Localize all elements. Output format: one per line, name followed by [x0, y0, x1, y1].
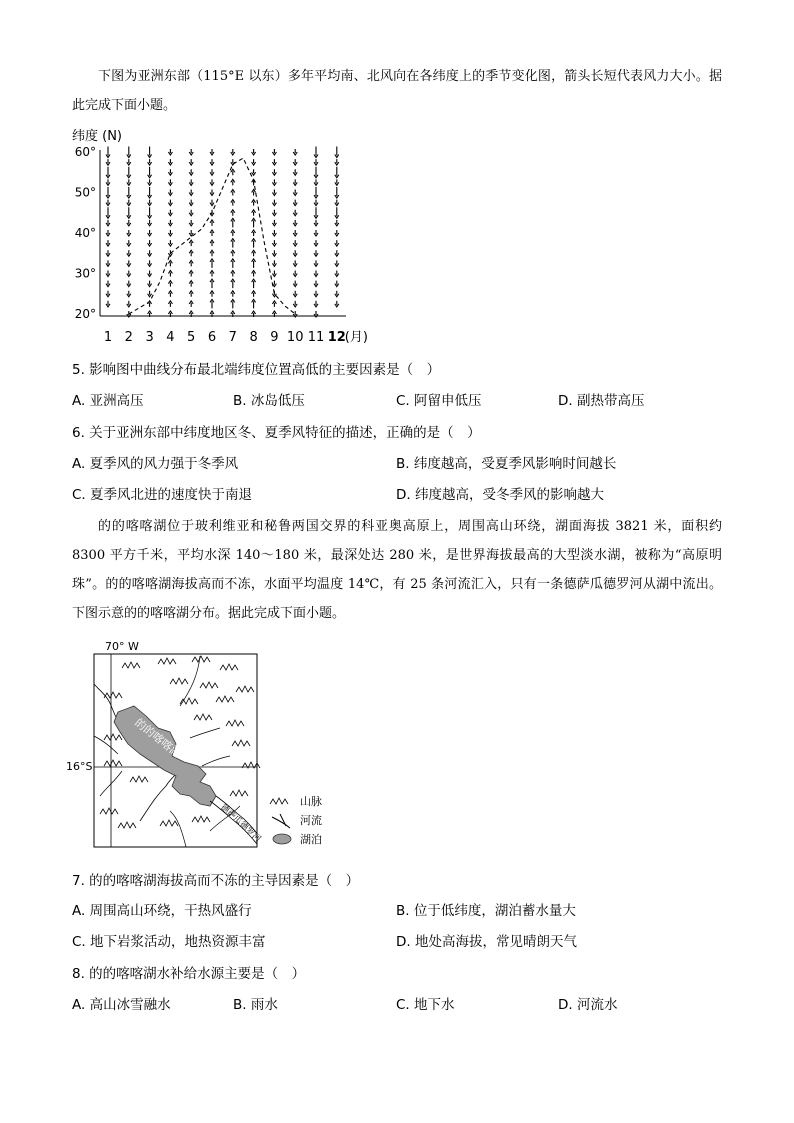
- lake-titicaca: [114, 706, 216, 806]
- north-wind-arrow: [127, 240, 131, 246]
- north-wind-arrow: [210, 190, 214, 196]
- north-wind-arrow: [335, 240, 339, 246]
- north-wind-arrow: [314, 271, 318, 277]
- mountain-icon: [230, 790, 248, 796]
- north-wind-arrow: [168, 240, 172, 246]
- month-tick-label: 8: [249, 330, 258, 345]
- month-tick-label: 3: [145, 330, 154, 345]
- north-wind-arrow: [127, 230, 131, 236]
- south-wind-arrow: [252, 279, 256, 288]
- mountain-icon: [170, 678, 188, 684]
- legend-river-icon: [272, 814, 290, 828]
- north-wind-arrow: [189, 210, 193, 216]
- north-wind-arrow: [293, 281, 297, 287]
- north-wind-arrow: [106, 167, 110, 178]
- month-tick-label: 11: [307, 330, 325, 345]
- q6-option-b[interactable]: B. 纬度越高，受夏季风影响时间越长: [396, 456, 617, 472]
- north-wind-arrow: [106, 281, 110, 287]
- month-tick-label: 4: [166, 330, 175, 345]
- south-wind-arrow: [252, 230, 256, 236]
- north-wind-arrow: [168, 190, 172, 196]
- north-wind-arrow: [335, 167, 339, 178]
- north-wind-arrow: [293, 169, 297, 175]
- south-wind-arrow: [231, 169, 235, 175]
- north-wind-arrow: [106, 230, 110, 236]
- north-wind-arrow: [314, 159, 318, 165]
- mountain-icon: [160, 820, 178, 826]
- month-tick-label: 10: [286, 330, 304, 345]
- north-wind-arrow: [293, 220, 297, 226]
- north-wind-arrow: [168, 149, 172, 155]
- q7-option-d[interactable]: D. 地处高海拔，常见晴朗天气: [396, 934, 577, 950]
- north-wind-arrow: [335, 271, 339, 277]
- north-wind-arrow: [272, 200, 276, 206]
- question-5: 5. 影响图中曲线分布最北端纬度位置高低的主要因素是（ ）: [72, 362, 441, 378]
- north-wind-arrow: [252, 149, 256, 155]
- north-wind-arrow: [127, 167, 131, 178]
- lat-tick-label: 20°: [74, 307, 96, 321]
- month-tick-label: 7: [228, 330, 237, 345]
- q5-option-a[interactable]: A. 亚洲高压: [72, 393, 144, 409]
- south-wind-arrow: [231, 190, 235, 196]
- mountain-icon: [226, 720, 244, 726]
- south-wind-arrow: [168, 271, 172, 277]
- lake-map: [60, 636, 370, 851]
- map-lat-label: 16°S: [66, 760, 93, 773]
- question-6: 6. 关于亚洲东部中纬度地区冬、夏季风特征的描述，正确的是（ ）: [72, 425, 481, 441]
- south-wind-arrow: [252, 291, 256, 297]
- month-tick-label: 2: [124, 330, 133, 345]
- north-wind-arrow: [106, 207, 110, 218]
- lat-tick-label: 30°: [74, 266, 96, 281]
- north-wind-arrow: [335, 291, 339, 297]
- north-wind-arrow: [314, 200, 318, 206]
- south-wind-arrow: [189, 260, 193, 266]
- mountain-icon: [270, 798, 288, 804]
- north-wind-arrow: [189, 190, 193, 196]
- south-wind-arrow: [168, 281, 172, 287]
- north-wind-arrow: [148, 260, 152, 266]
- map-lon-label: 70° W: [105, 640, 139, 653]
- south-wind-arrow: [252, 299, 256, 308]
- south-wind-arrow: [231, 291, 235, 297]
- river-label: 德萨瓜德罗河: [217, 802, 263, 845]
- mountain-icon: [200, 682, 218, 688]
- north-wind-arrow: [127, 147, 131, 158]
- north-wind-arrow: [231, 149, 235, 155]
- north-wind-arrow: [335, 260, 339, 266]
- north-wind-arrow: [127, 281, 131, 287]
- north-wind-arrow: [272, 240, 276, 246]
- month-tick-label: 6: [207, 330, 217, 345]
- south-wind-arrow: [231, 210, 235, 216]
- south-wind-arrow: [210, 271, 214, 277]
- north-wind-arrow: [293, 271, 297, 277]
- north-wind-arrow: [106, 200, 110, 206]
- south-wind-arrow: [168, 260, 172, 266]
- south-wind-arrow: [168, 301, 172, 307]
- south-wind-arrow: [231, 250, 235, 256]
- north-wind-arrow: [168, 179, 172, 185]
- q8-option-b[interactable]: B. 雨水: [233, 997, 278, 1013]
- north-wind-arrow: [335, 230, 339, 236]
- south-wind-arrow: [189, 240, 193, 246]
- south-wind-arrow: [252, 271, 256, 277]
- north-wind-arrow: [106, 187, 110, 198]
- south-wind-arrow: [272, 301, 276, 307]
- north-wind-arrow: [168, 230, 172, 236]
- north-wind-arrow: [127, 187, 131, 198]
- q7-option-b[interactable]: B. 位于低纬度，湖泊蓄水量大: [396, 903, 576, 919]
- north-wind-arrow: [314, 230, 318, 236]
- north-wind-arrow: [106, 291, 110, 297]
- north-wind-arrow: [148, 291, 152, 297]
- north-wind-arrow: [314, 207, 318, 218]
- north-wind-arrow: [148, 207, 152, 218]
- north-wind-arrow: [148, 271, 152, 277]
- north-wind-arrow: [189, 200, 193, 206]
- south-wind-arrow: [252, 190, 256, 196]
- north-wind-arrow: [293, 291, 297, 297]
- q5-option-b[interactable]: B. 冰岛低压: [233, 393, 305, 409]
- month-unit-label: (月): [344, 330, 368, 345]
- south-wind-arrow: [231, 239, 235, 248]
- north-wind-arrow: [335, 250, 339, 256]
- north-wind-arrow: [189, 149, 193, 155]
- south-wind-arrow: [210, 220, 214, 226]
- q8-option-a[interactable]: A. 高山冰雪融水: [72, 997, 171, 1013]
- north-wind-arrow: [148, 250, 152, 256]
- north-wind-arrow: [210, 179, 214, 185]
- north-wind-arrow: [127, 200, 131, 206]
- month-tick-label: 1: [103, 330, 113, 345]
- north-wind-arrow: [106, 250, 110, 256]
- north-wind-arrow: [272, 169, 276, 175]
- month-tick-label: 5: [187, 330, 196, 345]
- north-wind-arrow: [293, 250, 297, 256]
- mountain-icon: [104, 692, 122, 698]
- south-wind-arrow: [210, 279, 214, 288]
- north-wind-arrow: [252, 169, 256, 175]
- north-wind-arrow: [335, 187, 339, 198]
- mountain-icon: [194, 714, 212, 720]
- north-wind-arrow: [314, 250, 318, 256]
- q6-option-c[interactable]: C. 夏季风北进的速度快于南退: [72, 487, 253, 503]
- north-wind-arrow: [210, 159, 214, 165]
- south-wind-arrow: [231, 299, 235, 308]
- q8-option-d[interactable]: D. 河流水: [558, 997, 618, 1013]
- south-wind-arrow: [252, 259, 256, 268]
- north-wind-arrow: [168, 200, 172, 206]
- north-wind-arrow: [127, 159, 131, 165]
- north-wind-arrow: [231, 159, 235, 165]
- north-wind-arrow: [314, 281, 318, 287]
- south-wind-arrow: [252, 250, 256, 256]
- q7-option-a[interactable]: A. 周围高山环绕，干热风盛行: [72, 903, 252, 919]
- south-wind-arrow: [210, 299, 214, 308]
- north-wind-arrow: [335, 301, 339, 307]
- north-wind-arrow: [148, 281, 152, 287]
- legend-lake-icon: [273, 834, 291, 844]
- south-wind-arrow: [189, 301, 193, 307]
- north-wind-arrow: [335, 200, 339, 206]
- north-wind-arrow: [314, 301, 318, 307]
- south-wind-arrow: [210, 240, 214, 246]
- mountain-symbols: [100, 656, 260, 828]
- north-wind-arrow: [148, 187, 152, 198]
- north-wind-arrow: [314, 220, 318, 226]
- north-wind-arrow: [127, 207, 131, 218]
- north-wind-arrow: [335, 147, 339, 158]
- north-wind-arrow: [293, 230, 297, 236]
- south-wind-arrow: [210, 250, 214, 256]
- south-wind-arrow: [189, 291, 193, 297]
- north-wind-arrow: [148, 200, 152, 206]
- month-tick-label: 12: [327, 330, 346, 345]
- south-wind-arrow: [231, 179, 235, 185]
- north-wind-arrow: [106, 159, 110, 165]
- north-wind-arrow: [168, 210, 172, 216]
- north-wind-arrow: [148, 240, 152, 246]
- legend-river-label: 河流: [300, 814, 322, 827]
- mountain-icon: [158, 658, 176, 664]
- lat-tick-label: 40°: [74, 226, 96, 240]
- south-wind-arrow: [231, 200, 235, 206]
- north-wind-arrow: [189, 179, 193, 185]
- north-wind-arrow: [189, 159, 193, 165]
- legend-lake-label: 湖泊: [300, 833, 322, 846]
- mountain-icon: [216, 696, 234, 702]
- north-wind-arrow: [148, 167, 152, 178]
- intro-paragraph-2: 的的喀喀湖位于玻利维亚和秘鲁两国交界的科亚奥高原上，周围高山环绕，湖面海拔 3821 米，面积约 8300 平方千米，平均水深 140～180 米，最深处达 280 米，是世界海拔最高的大型淡水湖，被称为“高原明珠”。的的喀喀湖海拔高而不冻，水面平均温度 14℃，有 25 条河流汇入，只有一条德萨瓜德罗河从湖中流出。下图示意的的喀喀湖分布。据此完成下面小题。: [72, 519, 722, 621]
- north-wind-arrow: [106, 271, 110, 277]
- south-wind-arrow: [210, 259, 214, 268]
- north-wind-arrow: [314, 260, 318, 266]
- mountain-icon: [118, 822, 136, 828]
- north-wind-arrow: [106, 260, 110, 266]
- north-wind-arrow: [293, 301, 297, 307]
- north-wind-arrow: [272, 179, 276, 185]
- south-wind-arrow: [210, 230, 214, 236]
- north-wind-arrow: [314, 291, 318, 297]
- lake-label: 的的喀喀湖: [132, 716, 184, 761]
- north-wind-arrow: [210, 149, 214, 155]
- north-wind-arrow: [127, 260, 131, 266]
- south-wind-arrow: [231, 259, 235, 268]
- north-wind-arrow: [272, 250, 276, 256]
- chart-ylabel: 纬度 (N): [72, 129, 123, 144]
- north-wind-arrow: [148, 220, 152, 226]
- north-wind-arrow: [272, 220, 276, 226]
- north-wind-arrow: [335, 281, 339, 287]
- north-wind-arrow: [106, 240, 110, 246]
- north-wind-arrow: [293, 200, 297, 206]
- south-wind-arrow: [189, 271, 193, 277]
- north-wind-arrow: [293, 149, 297, 155]
- north-wind-arrow: [314, 147, 318, 158]
- north-wind-arrow: [293, 159, 297, 165]
- south-wind-arrow: [252, 239, 256, 248]
- lat-tick-label: 60°: [74, 145, 96, 159]
- north-wind-arrow: [106, 301, 110, 307]
- mountain-icon: [104, 760, 122, 766]
- north-wind-arrow: [189, 169, 193, 175]
- north-wind-arrow: [210, 200, 214, 206]
- north-wind-arrow: [293, 179, 297, 185]
- question-8: 8. 的的喀喀湖水补给水源主要是（ ）: [72, 966, 306, 982]
- intro-paragraph-1: 下图为亚洲东部（115°E 以东）多年平均南、北风向在各纬度上的季节变化图，箭头长短代表风力大小。据此完成下面小题。: [72, 69, 722, 113]
- north-wind-arrow: [127, 250, 131, 256]
- north-wind-arrow: [272, 260, 276, 266]
- month-tick-label: 9: [270, 330, 279, 345]
- north-wind-arrow: [168, 159, 172, 165]
- north-wind-arrow: [168, 220, 172, 226]
- mountain-icon: [192, 816, 210, 822]
- mountain-icon: [122, 662, 140, 668]
- north-wind-arrow: [189, 230, 193, 236]
- north-wind-arrow: [335, 159, 339, 165]
- q7-option-c[interactable]: C. 地下岩浆活动，地热资源丰富: [72, 934, 266, 950]
- south-wind-arrow: [231, 230, 235, 236]
- q6-option-a[interactable]: A. 夏季风的风力强于冬季风: [72, 456, 239, 472]
- north-wind-arrow: [127, 291, 131, 297]
- mountain-icon: [232, 740, 250, 746]
- map-legend: [270, 795, 322, 846]
- north-wind-arrow: [127, 179, 131, 185]
- mountain-icon: [100, 808, 118, 814]
- south-wind-arrow: [189, 250, 193, 256]
- north-wind-arrow: [210, 169, 214, 175]
- north-wind-arrow: [272, 271, 276, 277]
- mountain-icon: [220, 664, 238, 670]
- north-wind-arrow: [252, 159, 256, 165]
- north-wind-arrow: [148, 230, 152, 236]
- mountain-icon: [236, 686, 254, 692]
- north-wind-arrow: [127, 271, 131, 277]
- north-wind-arrow: [314, 167, 318, 178]
- north-wind-arrow: [106, 220, 110, 226]
- north-wind-arrow: [272, 190, 276, 196]
- north-wind-arrow: [106, 179, 110, 185]
- north-wind-arrow: [148, 147, 152, 158]
- north-wind-arrow: [314, 240, 318, 246]
- north-wind-arrow: [148, 159, 152, 165]
- legend-mountain-label: 山脉: [300, 795, 322, 808]
- wind-chart: [66, 124, 396, 346]
- mountain-icon: [130, 776, 148, 782]
- north-wind-arrow: [127, 220, 131, 226]
- south-wind-arrow: [252, 210, 256, 216]
- mountain-icon: [192, 656, 210, 662]
- q8-option-c[interactable]: C. 地下水: [396, 997, 455, 1013]
- q6-option-d[interactable]: D. 纬度越高，受冬季风的影响越大: [396, 487, 604, 503]
- south-wind-arrow: [231, 271, 235, 277]
- q5-option-d[interactable]: D. 副热带高压: [558, 393, 645, 409]
- north-wind-arrow: [335, 179, 339, 185]
- south-wind-arrow: [231, 279, 235, 288]
- north-wind-arrow: [335, 220, 339, 226]
- lat-tick-label: 50°: [74, 185, 96, 200]
- north-wind-arrow: [272, 210, 276, 216]
- south-wind-arrow: [252, 218, 256, 227]
- north-wind-arrow: [272, 159, 276, 165]
- south-wind-arrow: [168, 291, 172, 297]
- north-wind-arrow: [293, 260, 297, 266]
- north-wind-arrow: [148, 179, 152, 185]
- north-wind-arrow: [335, 207, 339, 218]
- north-wind-arrow: [189, 220, 193, 226]
- south-wind-arrow: [210, 291, 214, 297]
- q5-option-c[interactable]: C. 阿留申低压: [396, 393, 482, 409]
- north-wind-arrow: [272, 230, 276, 236]
- south-wind-arrow: [231, 218, 235, 227]
- north-wind-arrow: [314, 179, 318, 185]
- north-wind-arrow: [293, 240, 297, 246]
- north-wind-arrow: [106, 147, 110, 158]
- north-wind-arrow: [168, 169, 172, 175]
- north-wind-arrow: [293, 190, 297, 196]
- north-wind-arrow: [127, 301, 131, 307]
- south-wind-arrow: [189, 281, 193, 287]
- mountain-icon: [180, 698, 198, 704]
- question-7: 7. 的的喀喀湖海拔高而不冻的主导因素是（ ）: [72, 873, 360, 889]
- north-wind-arrow: [293, 210, 297, 216]
- north-wind-arrow: [272, 149, 276, 155]
- north-wind-arrow: [314, 187, 318, 198]
- mountain-icon: [104, 734, 122, 740]
- south-wind-arrow: [252, 200, 256, 206]
